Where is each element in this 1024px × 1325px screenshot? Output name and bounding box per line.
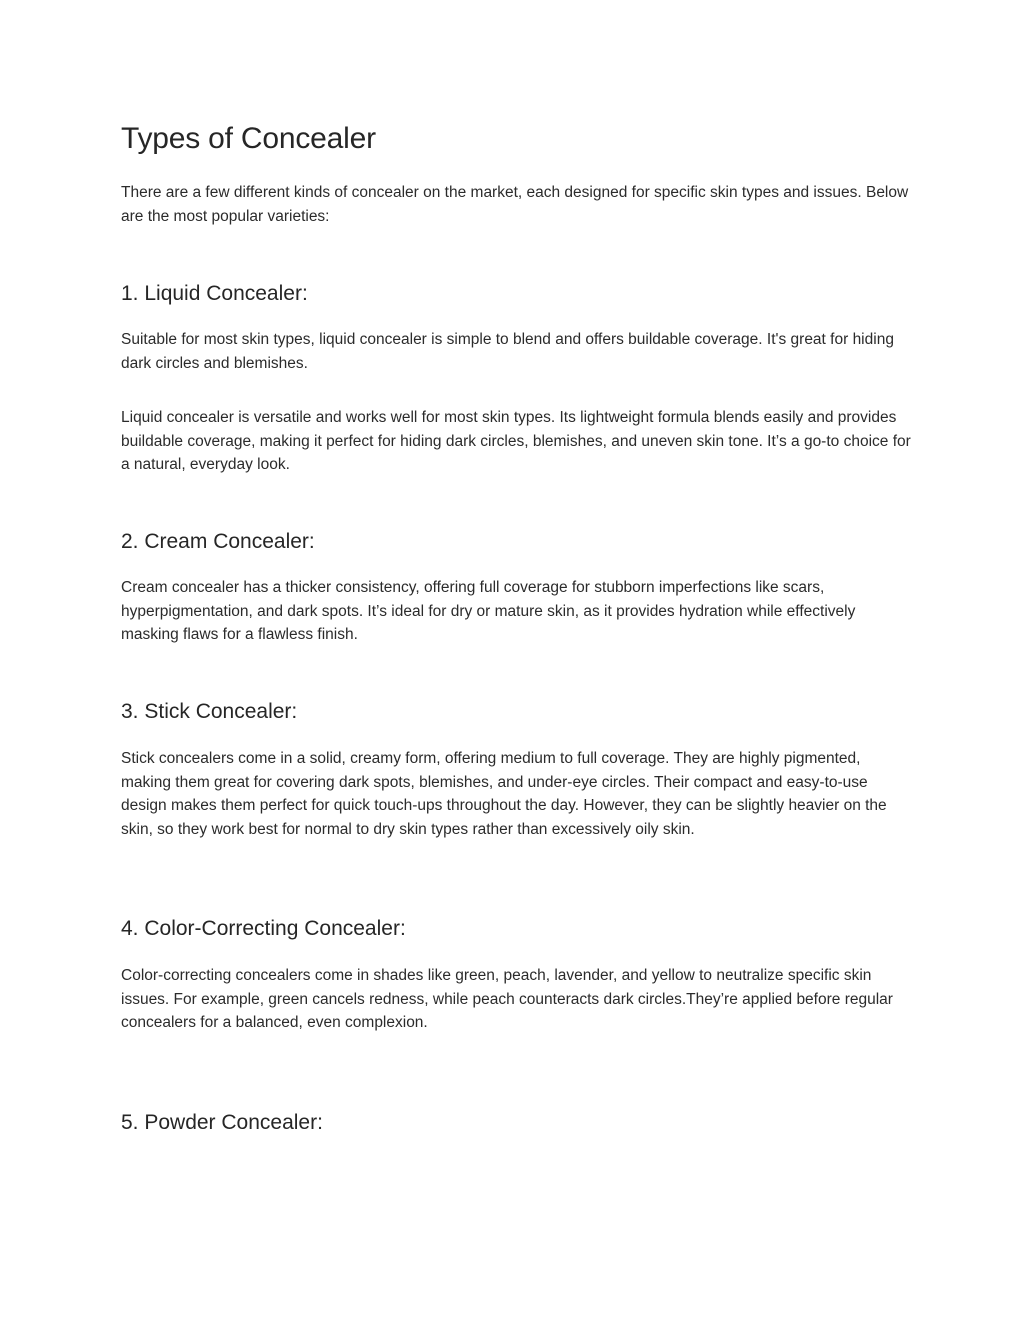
section-heading-liquid: 1. Liquid Concealer:: [121, 282, 308, 305]
stick-paragraph: Stick concealers come in a solid, creamy form, offering medium to full coverage. They are highly pigmented, making them great for covering dark spots, blemishes, and under-eye circles. Their compact and easy-to-use design makes them perfect for quick touch-ups throughout the day. However, they can be slightly heavier on the skin, so they work best for normal to dry skin types rather than excessively oily skin.: [121, 750, 887, 838]
section-heading-powder: 5. Powder Concealer:: [121, 1111, 323, 1134]
liquid-paragraph-1: Suitable for most skin types, liquid concealer is simple to blend and offers buildable coverage. It's great for hiding dark circles and blemishes.: [121, 331, 894, 372]
section-heading-stick: 3. Stick Concealer:: [121, 700, 298, 723]
liquid-paragraph-2: Liquid concealer is versatile and works well for most skin types. Its lightweight formula blends easily and provides buildable coverage, making it perfect for hiding dark circles, blemishes, and uneven skin tone. It’s a go-to choice for a natural, everyday look.: [121, 409, 911, 473]
section-heading-cream: 2. Cream Concealer:: [121, 530, 315, 553]
section-heading-color-correcting: 4. Color-Correcting Concealer:: [121, 917, 406, 940]
intro-paragraph: There are a few different kinds of concealer on the market, each designed for specific skin types and issues. Below are the most popular varieties:: [121, 184, 909, 225]
page-title: Types of Concealer: [121, 122, 376, 155]
cream-paragraph: Cream concealer has a thicker consistency, offering full coverage for stubborn imperfections like scars, hyperpigmentation, and dark spots. It’s ideal for dry or mature skin, as it provides hydration while effectively masking flaws for a flawless finish.: [121, 579, 856, 643]
color-correcting-paragraph: Color-correcting concealers come in shades like green, peach, lavender, and yellow to neutralize specific skin issues. For example, green cancels redness, while peach counteracts dark circles.They’re applied before regular concealers for a balanced, even complexion.: [121, 967, 893, 1031]
